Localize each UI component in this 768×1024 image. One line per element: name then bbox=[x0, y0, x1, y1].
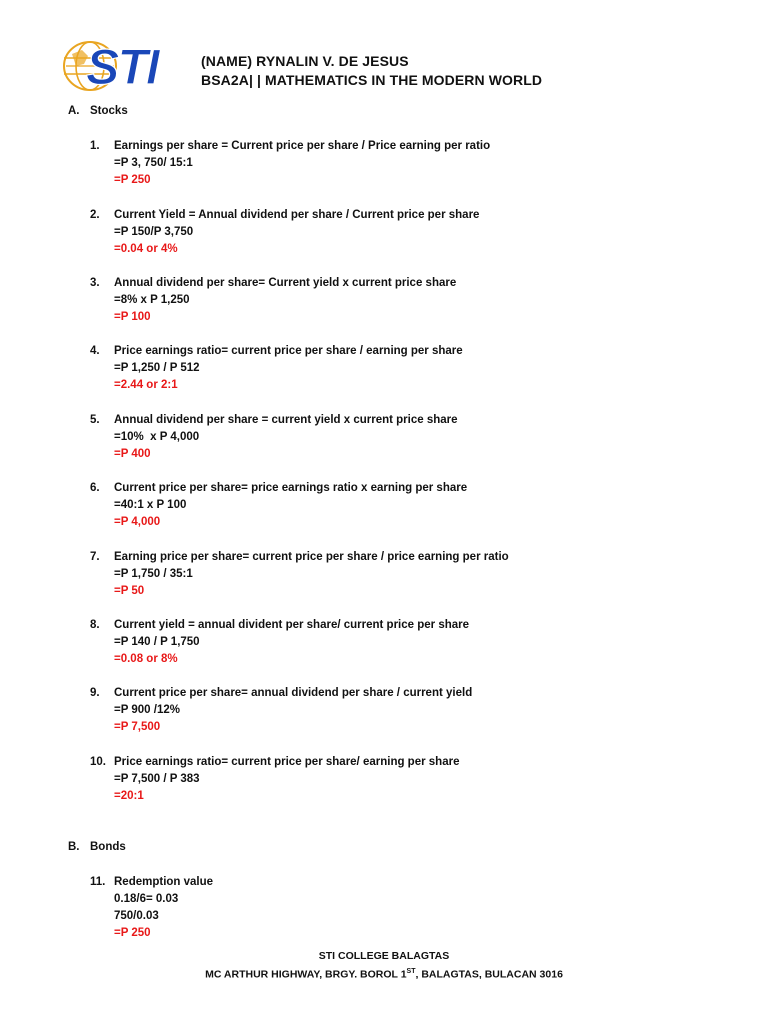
footer-school-name: STI COLLEGE BALAGTAS bbox=[318, 950, 450, 962]
problem-number: 6. bbox=[90, 482, 100, 494]
student-name: (NAME) RYNALIN V. DE JESUS bbox=[201, 53, 409, 69]
problem-item bbox=[90, 412, 458, 463]
problem-item bbox=[90, 874, 213, 942]
problem-work: =8% x P 1,250 bbox=[114, 294, 190, 306]
section-a-heading bbox=[68, 105, 128, 117]
problem-work: 0.18/6= 0.03 bbox=[114, 893, 179, 905]
problem-formula: Current price per share= price earnings ratio x earning per share bbox=[114, 482, 468, 494]
problem-number: 5. bbox=[90, 414, 100, 426]
problem-item bbox=[90, 549, 509, 600]
problem-work: =40:1 x P 100 bbox=[114, 499, 187, 511]
footer-address bbox=[0, 968, 768, 981]
problem-item bbox=[90, 275, 456, 326]
problem-work: =P 140 / P 1,750 bbox=[114, 636, 200, 648]
problem-formula: Annual dividend per share= Current yield x current price share bbox=[114, 277, 457, 289]
svg-text:STI: STI bbox=[86, 39, 158, 95]
problem-item bbox=[90, 685, 472, 736]
problem-number: 10. bbox=[90, 756, 106, 768]
problem-number: 3. bbox=[90, 277, 100, 289]
problem-formula: Redemption value bbox=[114, 876, 214, 888]
problem-work: =P 7,500 / P 383 bbox=[114, 773, 200, 785]
problem-number: 7. bbox=[90, 551, 100, 563]
problem-formula: Annual dividend per share = current yield x current price share bbox=[114, 414, 458, 426]
problem-formula: Price earnings ratio= current price per share / earning per share bbox=[114, 345, 463, 357]
problem-formula: Current Yield = Annual dividend per share / Current price per share bbox=[114, 209, 480, 221]
sti-logo bbox=[62, 36, 188, 98]
problem-answer: =0.08 or 8% bbox=[114, 653, 178, 665]
problem-answer: =P 100 bbox=[114, 311, 151, 323]
problem-answer: =P 250 bbox=[114, 927, 151, 939]
section-b-heading bbox=[68, 841, 126, 853]
problem-work: =P 3, 750/ 15:1 bbox=[114, 157, 193, 169]
problem-formula: Current yield = annual divident per share/ current price per share bbox=[114, 619, 470, 631]
problem-formula: Current price per share= annual dividend per share / current yield bbox=[114, 687, 473, 699]
problem-item bbox=[90, 617, 469, 668]
problem-item bbox=[90, 138, 490, 189]
section-letter: A. bbox=[68, 105, 80, 117]
problem-number: 11. bbox=[90, 876, 106, 888]
address-superscript: ST bbox=[406, 968, 416, 975]
problem-work: =P 900 /12% bbox=[114, 704, 180, 716]
problem-item bbox=[90, 207, 479, 258]
problem-work: =P 150/P 3,750 bbox=[114, 226, 194, 238]
course-title: BSA2A| | MATHEMATICS IN THE MODERN WORLD bbox=[201, 72, 543, 88]
problem-answer: =P 250 bbox=[114, 174, 151, 186]
problem-number: 2. bbox=[90, 209, 100, 221]
section-letter: B. bbox=[68, 841, 80, 853]
problem-work: 750/0.03 bbox=[114, 910, 159, 922]
section-title: Stocks bbox=[90, 105, 128, 117]
problem-formula: Earning price per share= current price per share / price earning per ratio bbox=[114, 551, 509, 563]
address-part: MC ARTHUR HIGHWAY, BRGY. BOROL 1 bbox=[205, 968, 407, 981]
problem-number: 4. bbox=[90, 345, 100, 357]
problem-number: 9. bbox=[90, 687, 100, 699]
problem-answer: =P 7,500 bbox=[114, 721, 161, 733]
problem-work: =10% x P 4,000 bbox=[114, 431, 200, 443]
problem-answer: =P 4,000 bbox=[114, 516, 161, 528]
problem-item bbox=[90, 754, 459, 805]
problem-work: =P 1,250 / P 512 bbox=[114, 362, 200, 374]
problem-item bbox=[90, 343, 463, 394]
problem-number: 1. bbox=[90, 140, 100, 152]
problem-answer: =P 400 bbox=[114, 448, 151, 460]
problem-formula: Price earnings ratio= current price per share/ earning per share bbox=[114, 756, 460, 768]
problem-answer: =2.44 or 2:1 bbox=[114, 379, 178, 391]
problem-number: 8. bbox=[90, 619, 100, 631]
problem-answer: =0.04 or 4% bbox=[114, 243, 178, 255]
problem-work: =P 1,750 / 35:1 bbox=[114, 568, 193, 580]
problem-answer: =P 50 bbox=[114, 585, 145, 597]
problem-answer: =20:1 bbox=[114, 790, 144, 802]
problem-item bbox=[90, 480, 467, 531]
section-title: Bonds bbox=[90, 841, 126, 853]
problem-formula: Earnings per share = Current price per share / Price earning per ratio bbox=[114, 140, 491, 152]
address-part: , BALAGTAS, BULACAN 3016 bbox=[415, 968, 563, 981]
